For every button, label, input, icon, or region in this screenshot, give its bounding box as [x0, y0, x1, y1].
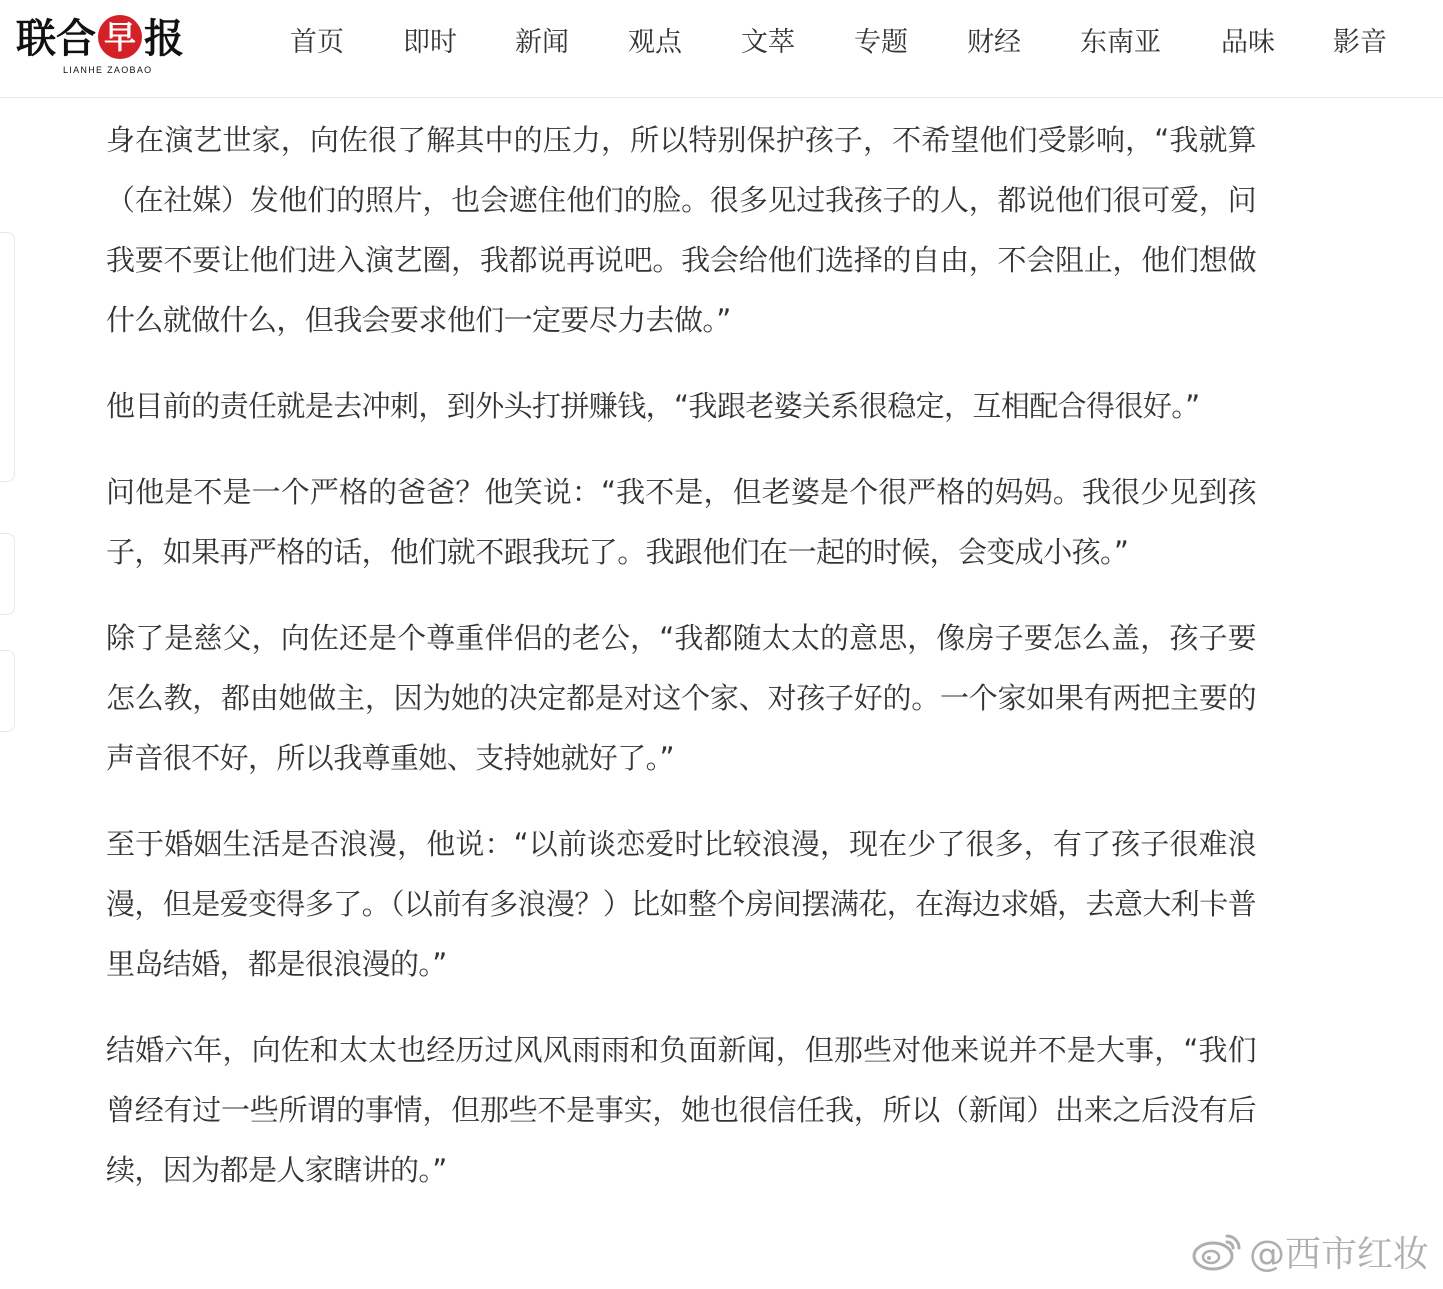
nav-item-lifestyle[interactable]: 品味	[1221, 27, 1275, 58]
logo-chinese	[16, 14, 184, 64]
article-paragraph: 结婚六年，向佐和太太也经历过风风雨雨和负面新闻，但那些对他来说并不是大事，“我们曾经有过一些所谓的事情，但那些不是事实，她也很信任我，所以（新闻）出来之后没有后续，因为都是人家瞎讲的。”	[106, 1033, 1256, 1187]
article-paragraph: 至于婚姻生活是否浪漫，他说：“以前谈恋爱时比较浪漫，现在少了很多，有了孩子很难浪漫，但是爱变得多了。（以前有多浪漫？）比如整个房间摆满花，在海边求婚，去意大利卡普里岛结婚，都是很浪漫的。”	[106, 827, 1256, 981]
nav-item-digest[interactable]: 文萃	[741, 27, 795, 58]
article-paragraph: 身在演艺世家，向佐很了解其中的压力，所以特别保护孩子，不希望他们受影响，“我就算（在社媒）发他们的照片，也会遮住他们的脸。很多见过我孩子的人，都说他们很可爱，问我要不要让他们进入演艺圈，我都说再说吧。我会给他们选择的自由，不会阻止，他们想做什么就做什么，但我会要求他们一定要尽力去做。”	[106, 123, 1256, 337]
logo-english: LIANHE ZAOBAO	[63, 65, 153, 75]
article-paragraph: 问他是不是一个严格的爸爸？他笑说：“我不是，但老婆是个很严格的妈妈。我很少见到孩子，如果再严格的话，他们就不跟我玩了。我跟他们在一起的时候，会变成小孩。”	[106, 475, 1256, 569]
site-header	[0, 0, 1443, 98]
logo-char-zao: 早	[98, 15, 142, 59]
article-paragraph: 除了是慈父，向佐还是个尊重伴侣的老公，“我都随太太的意思，像房子要怎么盖，孩子要怎么教，都由她做主，因为她的决定都是对这个家、对孩子好的。一个家如果有两把主要的声音很不好，所以我尊重她、支持她就好了。”	[106, 621, 1256, 775]
nav-item-home[interactable]: 首页	[290, 27, 344, 58]
nav-item-news[interactable]: 新闻	[515, 27, 569, 58]
nav-item-finance[interactable]: 财经	[967, 27, 1021, 58]
nav-item-video[interactable]: 影音	[1333, 27, 1387, 58]
nav-item-opinion[interactable]: 观点	[628, 27, 682, 58]
logo-char-lianhe: 联合	[16, 15, 96, 62]
article-paragraph: 他目前的责任就是去冲刺，到外头打拼赚钱，“我跟老婆关系很稳定，互相配合得很好。”	[106, 389, 1200, 423]
site-logo[interactable]	[16, 14, 206, 80]
article-body	[106, 110, 1256, 1226]
watermark-text: @西市红妆	[1248, 1233, 1429, 1275]
weibo-icon	[1191, 1230, 1243, 1272]
watermark	[1191, 1227, 1429, 1275]
nav-item-special[interactable]: 专题	[854, 27, 908, 58]
nav-item-southeast-asia[interactable]: 东南亚	[1080, 27, 1161, 58]
nav-item-realtime[interactable]: 即时	[403, 27, 457, 58]
logo-char-bao: 报	[144, 15, 184, 62]
side-share-bar[interactable]	[0, 232, 15, 482]
side-tab[interactable]	[0, 533, 15, 615]
side-tab[interactable]	[0, 650, 15, 732]
